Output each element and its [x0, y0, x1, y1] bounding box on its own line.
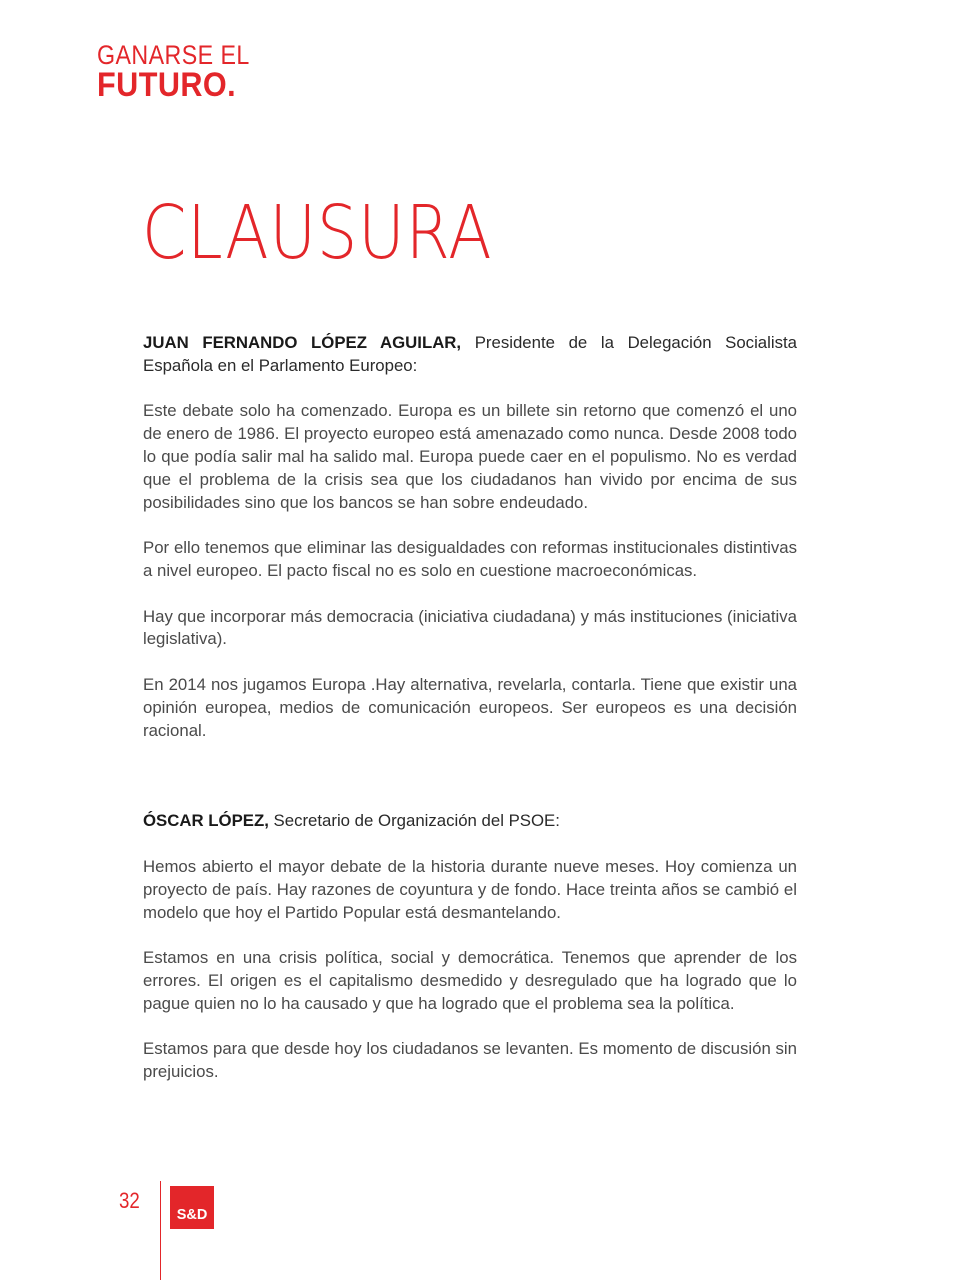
speaker-intro: [143, 332, 797, 378]
sd-logo: [170, 1186, 214, 1229]
header-logo: [97, 42, 275, 102]
paragraph: Por ello tenemos que eliminar las desigualdades con reformas institucionales distintivas a nivel europeo. El pacto fiscal no es solo en cuestione macroeconómicas.: [143, 538, 797, 580]
speaker-name: ÓSCAR LÓPEZ,: [143, 811, 269, 831]
paragraph: Estamos para que desde hoy los ciudadanos se levanten. Es momento de discusión sin prejuicios.: [143, 1039, 797, 1082]
page-number: 32: [119, 1188, 140, 1213]
paragraph: En 2014 nos jugamos Europa .Hay alternativa, revelarla, contarla. Tiene que existir una opinión europea, medios de comunicación europeos. Ser europeos es una decisión racional.: [143, 674, 797, 740]
paragraph: Estamos en una crisis política, social y democrática. Tenemos que aprender de los errores. El origen es el capitalismo desmedido y desregulado que ha logrado que lo pague quien no lo ha causado y que ha logrado que el problema sea la política.: [143, 948, 797, 1013]
document-body: [143, 332, 797, 1084]
footer-divider: [160, 1181, 161, 1280]
logo-line-1: GANARSE EL: [97, 40, 250, 70]
sd-logo-text: S&D: [176, 1206, 208, 1223]
speaker-name: JUAN FERNANDO LÓPEZ AGUILAR,: [143, 333, 462, 352]
paragraph: Hay que incorporar más democracia (iniciativa ciudadana) y más instituciones (iniciativa legislativa).: [143, 606, 797, 649]
logo-line-2: FUTURO.: [97, 66, 237, 104]
paragraph: Hemos abierto el mayor debate de la historia durante nueve meses. Hoy comienza un proyecto de país. Hay razones de coyuntura y de fondo. Hace treinta años se cambió el modelo que hoy el Partido Popular está desmantelando.: [143, 856, 797, 922]
speaker-intro: [143, 810, 797, 833]
speaker-role: Presidente de la Delegación Socialista Española en el Parlamento Europeo:: [143, 333, 797, 375]
speaker-role: Secretario de Organización del PSOE:: [268, 811, 560, 831]
paragraph: Este debate solo ha comenzado. Europa es un billete sin retorno que comenzó el uno de enero de 1986. El proyecto europeo está amenazado como nunca. Desde 2008 todo lo que podía salir mal ha salido mal. Europa puede caer en el populismo. No es verdad que el problema de la crisis sea que los ciudadanos han vivido por encima de sus posibilidades sino que los bancos se han sobre endeudado.: [143, 401, 797, 512]
page-title: CLAUSURA: [142, 190, 493, 276]
